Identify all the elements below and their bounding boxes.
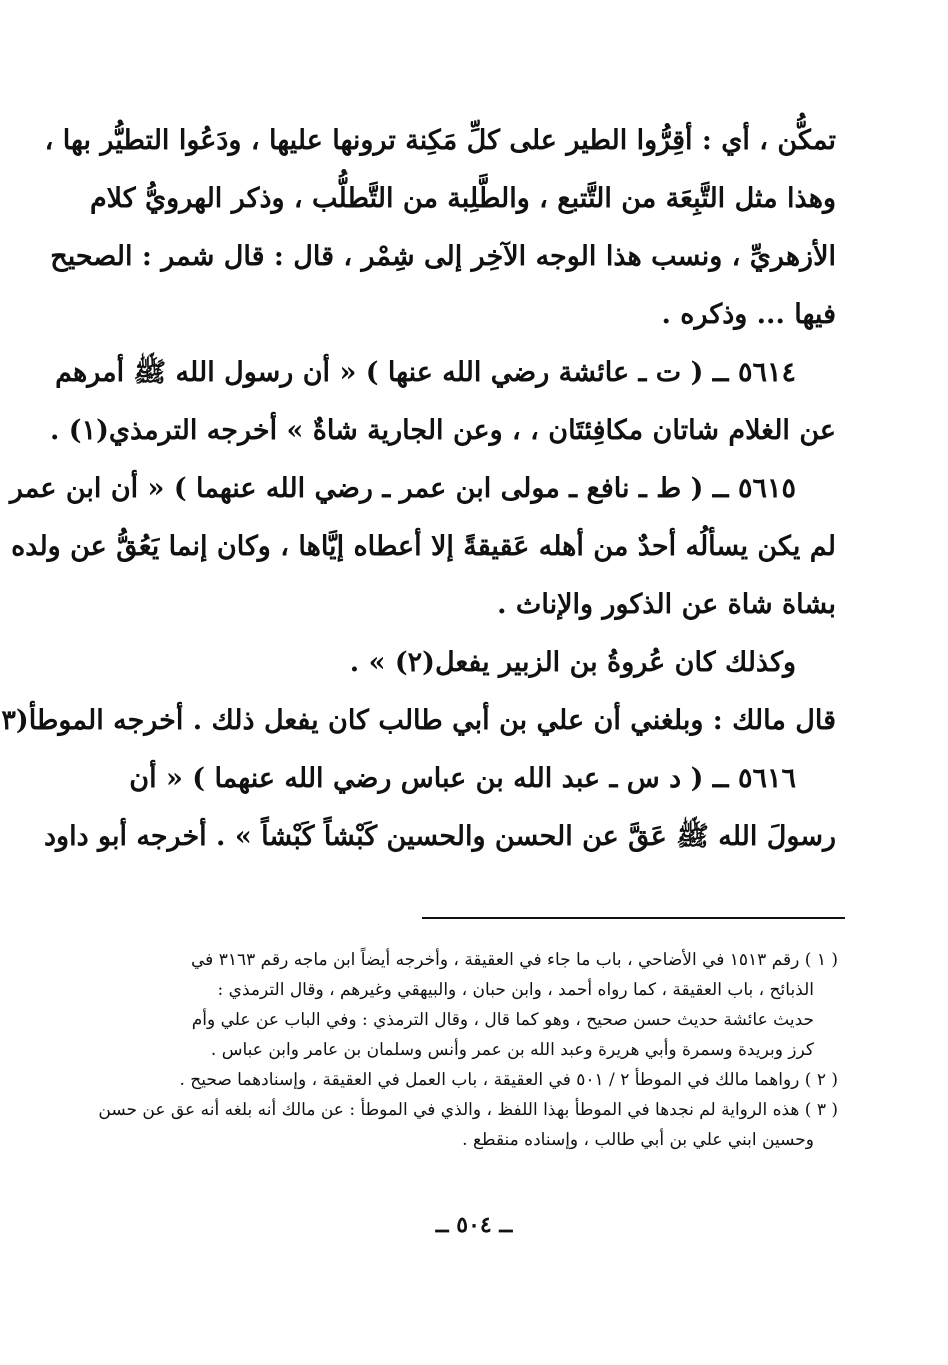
- text-line: لم يكن يسألُه أحدٌ من أهله عَقيقةً إلا أعطاه إيَّاها ، وكان إنما يَعُقُّ عن ولده: [11, 531, 836, 562]
- text-line: تمكُّن ، أي : أقِرُّوا الطير على كلِّ مَكِنة ترونها عليها ، ودَعُوا التطيُّر بها ،: [44, 125, 836, 156]
- footnote-line: كرز وبريدة وسمرة وأبي هريرة وعبد الله بن عمر وأنس وسلمان بن عامر وابن عباس .: [210, 1040, 814, 1060]
- text-line: رسولَ الله ﷺ عَقَّ عن الحسن والحسين كَبْشاً كَبْشاً » . أخرجه أبو داود: [44, 821, 836, 852]
- hadith-5614-line: ٥٦١٤ ــ ( ت ـ عائشة رضي الله عنها ) « أن رسول الله ﷺ أمرهم: [55, 357, 796, 388]
- footnote-1: ( ١ ) رقم ١٥١٣ في الأضاحي ، باب ما جاء في العقيقة ، وأخرجه أيضاً ابن ماجه رقم ٣١٦٣ في: [191, 950, 838, 970]
- text-line: وكذلك كان عُروةُ بن الزبير يفعل(٢) » .: [349, 647, 796, 678]
- footnote-line: وحسين ابني علي بن أبي طالب ، وإسناده منقطع .: [462, 1130, 814, 1150]
- page-number: ــ ٥٠٤ ــ: [435, 1212, 513, 1238]
- footnote-3: ( ٣ ) هذه الرواية لم نجدها في الموطأ بهذا اللفظ ، والذي في الموطأ : عن مالك أنه بلغه أنه عق عن حسن: [98, 1100, 838, 1120]
- text-line: بشاة شاة عن الذكور والإناث .: [497, 589, 836, 620]
- hadith-5615-line: ٥٦١٥ ــ ( ط ـ نافع ـ مولى ابن عمر ـ رضي الله عنهما ) « أن ابن عمر: [9, 473, 796, 504]
- footnote-2: ( ٢ ) رواهما مالك في الموطأ ٢ / ٥٠١ في العقيقة ، باب العمل في العقيقة ، وإسنادهما صحيح .: [179, 1070, 838, 1090]
- hadith-5616-line: ٥٦١٦ ــ ( د س ـ عبد الله بن عباس رضي الله عنهما ) « أن: [129, 763, 796, 794]
- text-line: عن الغلام شاتان مكافِئتَان ، ، وعن الجارية شاةٌ » أخرجه الترمذي(١) .: [50, 415, 836, 446]
- main-text: [1, 112, 836, 866]
- text-line: الأزهريِّ ، ونسب هذا الوجه الآخِر إلى شِمْر ، قال : قال شمر : الصحيح: [50, 241, 836, 272]
- footnotes: [98, 945, 838, 1155]
- text-line: قال مالك : وبلغني أن علي بن أبي طالب كان يفعل ذلك . أخرجه الموطأ(٣: [1, 705, 836, 736]
- footnote-line: الذبائح ، باب العقيقة ، كما رواه أحمد ، وابن حبان ، والبيهقي وغيرهم ، وقال الترمذي :: [217, 980, 814, 1000]
- footnote-divider: [422, 917, 845, 919]
- footnote-line: حديث عائشة حديث حسن صحيح ، وهو كما قال ، وقال الترمذي : وفي الباب عن علي وأم: [191, 1010, 814, 1030]
- text-line: فيها ... وذكره .: [661, 299, 836, 330]
- text-line: وهذا مثل التَّبِعَة من التَّتبع ، والطَّلِبة من التَّطلُّب ، وذكر الهرويُّ كلام: [89, 183, 836, 214]
